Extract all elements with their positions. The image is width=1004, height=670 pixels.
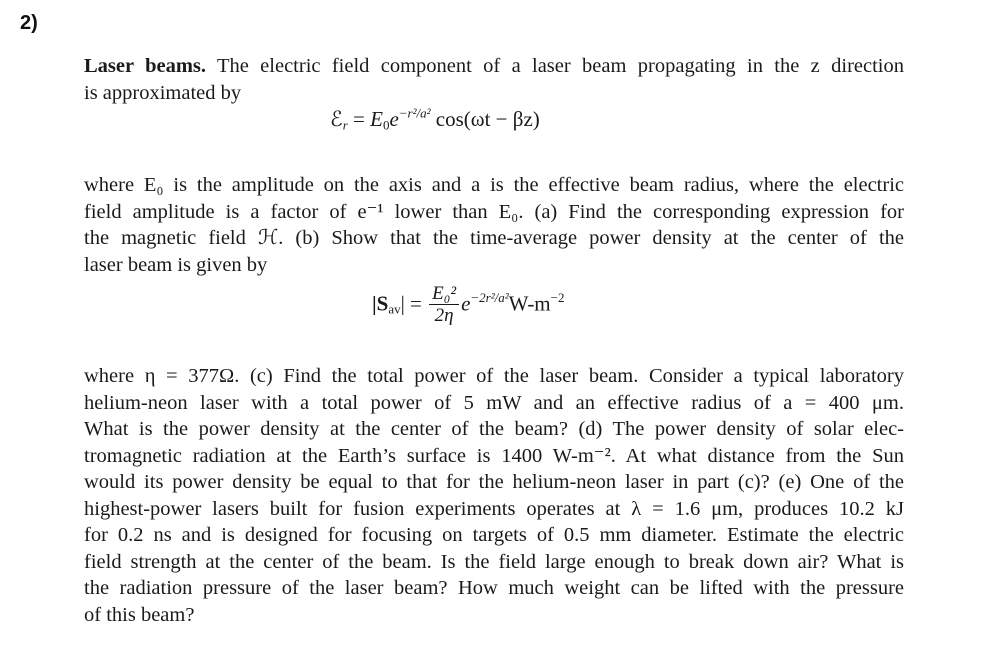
problem-intro	[84, 53, 904, 106]
eq1-amp: E	[370, 107, 383, 131]
p3-line: the radiation pressure of the laser beam? How much weight can be lifted with the pressure	[84, 577, 904, 599]
intro-line-1	[84, 53, 904, 80]
p3-line: would its power density be equal to that for the helium-neon laser in part (c)? (e) One of the	[84, 471, 904, 493]
intro-line-1-text: The electric field component of a laser beam propagating in the z direction	[216, 55, 904, 77]
eq1-lhs-sub: r	[342, 117, 348, 133]
p3-line: where η = 377Ω. (c) Find the total power of the laser beam. Consider a typical laboratory	[84, 365, 904, 387]
eq2-denominator: 2η	[434, 305, 454, 326]
eq2-fraction	[429, 284, 459, 327]
problem-parts-ab	[84, 172, 904, 278]
problem-parts-cde	[84, 363, 904, 628]
eq1-exponent: −r²/a²	[398, 105, 431, 121]
p3-line: for 0.2 ns and is designed for focusing on targets of 0.5 mm diameter. Estimate the electric	[84, 524, 904, 546]
eq2-lhs: |S	[372, 291, 389, 316]
p2-line: laser beam is given by	[84, 253, 268, 276]
p2-line: where E₀ is the amplitude on the axis and a is the effective beam radius, where the electric	[84, 174, 904, 196]
question-number: 2)	[20, 12, 38, 34]
eq2-numerator: E₀²	[429, 284, 459, 305]
p2-line: field amplitude is a factor of e⁻¹ lower than E₀. (a) Find the corresponding expression for	[84, 200, 904, 223]
eq2-units-exponent: −2	[550, 289, 565, 305]
p3-line: of this beam?	[84, 603, 195, 626]
p3-line: What is the power density at the center of the beam? (d) The power density of solar elec-	[84, 418, 904, 440]
p2-line: the magnetic field ℋ. (b) Show that the time-average power density at the center of the	[84, 227, 904, 249]
eq1-exp-base: e	[389, 107, 399, 131]
eq2-units: W-m	[508, 291, 551, 316]
eq2-exp-base: e	[461, 291, 471, 316]
eq1-cos-term: cos(ωt − βz)	[430, 107, 540, 131]
intro-line-2: is approximated by	[84, 81, 242, 104]
p3-line: highest-power lasers built for fusion experiments operates at λ = 1.6 μm, produces 10.2 kJ	[84, 497, 904, 520]
p3-line: field strength at the center of the beam. Is the field large enough to break down air? What is	[84, 550, 904, 573]
eq1-lhs: ℰ	[330, 107, 343, 131]
eq1-equals: =	[347, 107, 371, 131]
eq2-equals: | =	[400, 291, 428, 316]
power-density-equation	[372, 284, 565, 327]
p3-line: tromagnetic radiation at the Earth’s surface is 1400 W-m⁻². At what distance from the Sun	[84, 444, 904, 467]
eq2-lhs-sub: av	[388, 301, 401, 317]
eq2-exponent: −2r²/a²	[470, 289, 509, 305]
p3-line: helium-neon laser with a total power of 5 mW and an effective radius of a = 400 μm.	[84, 391, 904, 414]
problem-title: Laser beams.	[84, 55, 206, 77]
eq1-amp-sub: 0	[382, 117, 390, 133]
electric-field-equation	[330, 107, 540, 132]
